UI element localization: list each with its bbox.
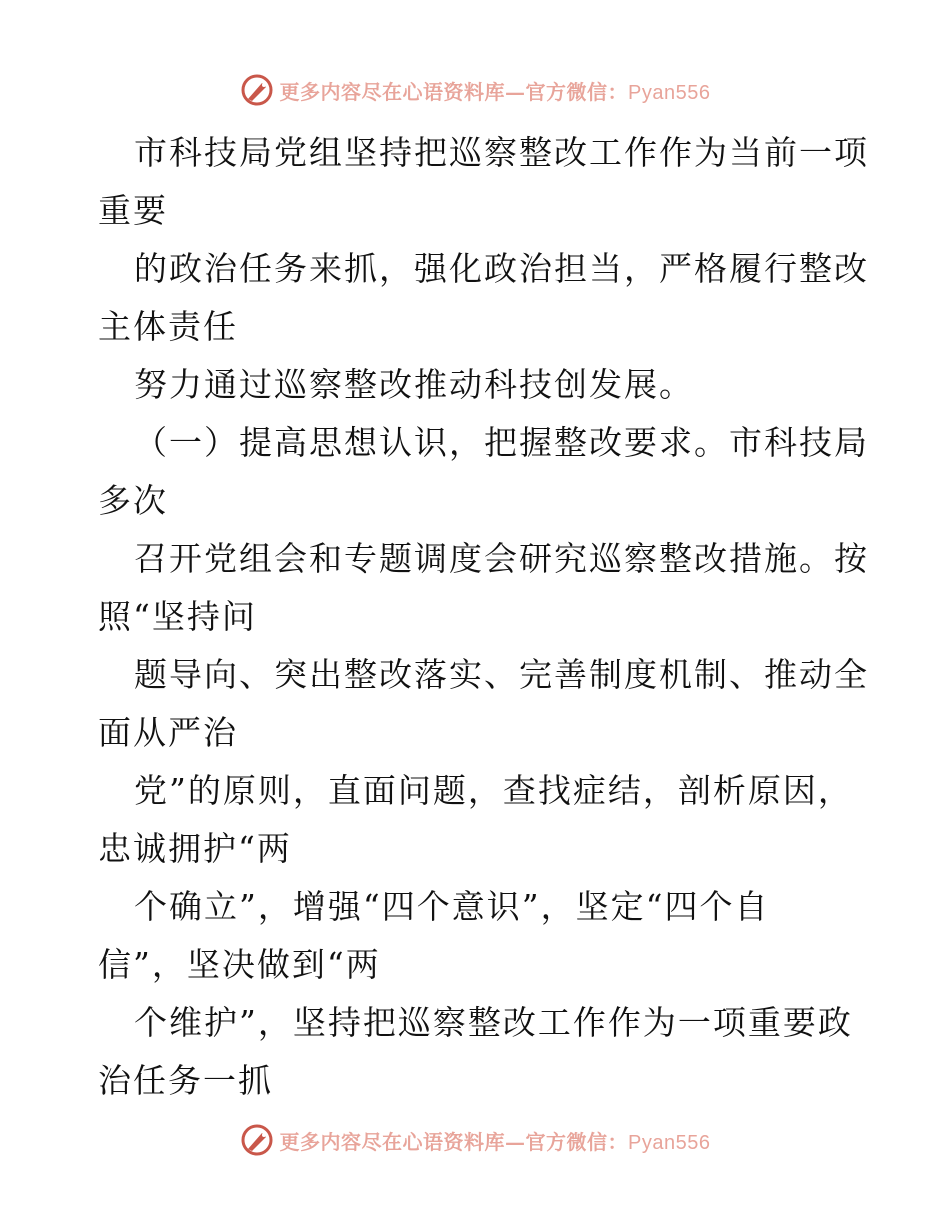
watermark-text: 更多内容尽在心语资料库—官方微信：Pyan556 <box>279 1129 711 1154</box>
pen-nib-logo-icon <box>240 73 274 107</box>
text-line: 的政治任务来抓，强化政治担当，严格履行整改 <box>134 249 869 288</box>
text-line: 个确立”，增强“四个意识”，坚定“四个自 <box>134 887 770 926</box>
text-line: 照“坚持问 <box>98 597 257 636</box>
text-line: 多次 <box>98 481 168 520</box>
text-line: 治任务一抓 <box>98 1061 273 1100</box>
text-line: 题导向、突出整改落实、完善制度机制、推动全 <box>134 655 869 694</box>
watermark-text: 更多内容尽在心语资料库—官方微信：Pyan556 <box>279 79 711 104</box>
text-line: 主体责任 <box>98 307 238 346</box>
text-line: （一）提高思想认识，把握整改要求。市科技局 <box>134 423 869 462</box>
text-line: 召开党组会和专题调度会研究巡察整改措施。按 <box>134 539 869 578</box>
watermark-footer <box>0 1120 950 1160</box>
text-line: 个维护”，坚持把巡察整改工作作为一项重要政 <box>134 1003 853 1042</box>
text-line: 市科技局党组坚持把巡察整改工作作为当前一项 <box>134 133 869 172</box>
text-line: 努力通过巡察整改推动科技创发展。 <box>134 365 694 404</box>
text-line: 忠诚拥护“两 <box>98 829 292 868</box>
pen-nib-logo-icon <box>240 1123 274 1157</box>
document-body <box>98 124 869 1110</box>
text-line: 面从严治 <box>98 713 238 752</box>
text-line: 党”的原则，直面问题，查找症结，剖析原因， <box>134 771 853 810</box>
watermark-header <box>0 70 950 110</box>
text-line: 重要 <box>98 191 168 230</box>
text-line: 信”，坚决做到“两 <box>98 945 381 984</box>
